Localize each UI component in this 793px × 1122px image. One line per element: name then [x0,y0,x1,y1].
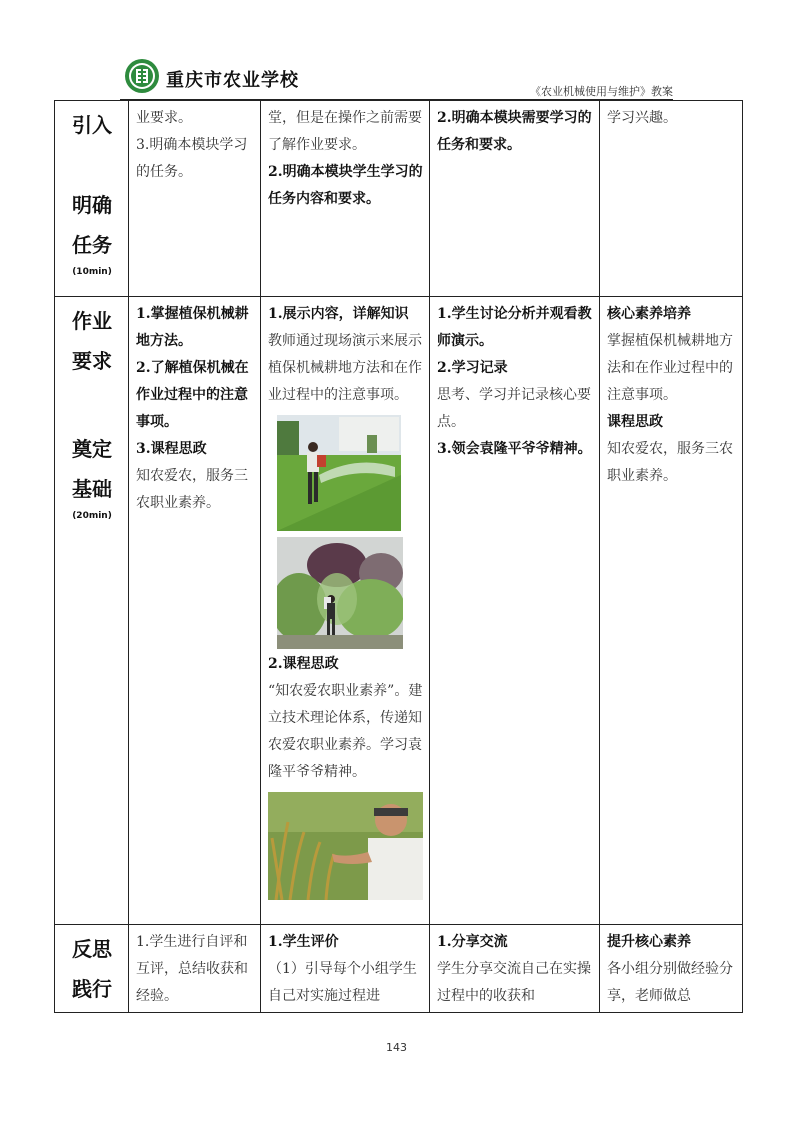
text-line: 1.学生评价 [268,934,339,950]
table-row [55,297,743,925]
table-row [55,101,743,297]
stage-word: 奠定 [72,437,112,461]
text-line: 1.分享交流 [437,934,508,950]
text-line: “知农爱农职业素养”。建立技术理论体系，传递知农爱农职业素养。学习袁隆平爷爷精神。 [268,683,423,780]
stage-word: 引入 [72,113,112,137]
objectives-cell [129,297,261,925]
stage-word: 明确 [72,193,112,217]
text-line: 思考、学习并记录核心要点。 [437,387,591,430]
page-number: 143 [386,1041,407,1054]
stage-word: 基础 [72,477,112,501]
school-name: 重庆市农业学校 [166,70,299,91]
stage-cell [55,101,129,297]
text-line: 1.掌握植保机械耕地方法。 [136,306,249,349]
text-line: 学习兴趣。 [607,110,677,126]
text-line: 提升核心素养 [607,934,691,950]
text-line: （1）引导每个小组学生自己对实施过程进 [268,961,417,1004]
text-line: 核心素养培养 [607,306,691,322]
page-header [120,56,673,100]
sprayer-lawn-photo [277,415,401,531]
teacher-cell [261,925,430,1013]
stage-cell [55,297,129,925]
text-line: 1.学生讨论分析并观看教师演示。 [437,306,592,349]
text-line: 知农爱农，服务三农职业素养。 [607,441,733,484]
intent-cell [600,925,743,1013]
text-line: 3.领会袁隆平爷爷精神。 [437,441,592,457]
stage-word: 践行 [72,977,112,1001]
stage-word: 反思 [72,937,112,961]
text-line: 业要求。 [136,110,192,126]
text-line: 各小组分别做经验分享，老师做总 [607,961,733,1004]
text-line: 堂，但是在操作之前需要了解作业要求。 [268,110,422,153]
school-logo-icon [124,58,160,94]
text-line: 1.展示内容，详解知识 [268,306,409,322]
stage-word: 要求 [72,349,112,373]
student-cell [430,101,600,297]
text-line: 学生分享交流自己在实操过程中的收获和 [437,961,591,1004]
stage-word: 任务 [72,233,112,257]
stage-time: (10min) [72,267,112,277]
text-line: 2.明确本模块学生学习的任务内容和要求。 [268,164,423,207]
text-line: 掌握植保机械耕地方法和在作业过程中的注意事项。 [607,333,733,403]
teacher-cell [261,297,430,925]
intent-cell [600,297,743,925]
text-line: 3.课程思政 [136,441,207,457]
table-row [55,925,743,1013]
text-line: 2.学习记录 [437,360,508,376]
text-line: 2.了解植保机械在作业过程中的注意事项。 [136,360,249,430]
stage-cell [55,925,129,1013]
text-line: 3.明确本模块学习的任务。 [136,137,248,180]
objectives-cell [129,101,261,297]
text-line: 2.课程思政 [268,656,339,672]
student-cell [430,925,600,1013]
text-line: 课程思政 [607,414,663,430]
objectives-cell [129,925,261,1013]
text-line: 教师通过现场演示来展示植保机械耕地方法和在作业过程中的注意事项。 [268,333,422,403]
sprayer-trees-photo [277,537,403,649]
rice-field-portrait-photo [268,792,423,900]
text-line: 2.明确本模块需要学习的任务和要求。 [437,110,592,153]
student-cell [430,297,600,925]
stage-word: 作业 [72,309,112,333]
course-title: 《农业机械使用与维护》教案 [530,85,673,98]
intent-cell [600,101,743,297]
text-line: 1.学生进行自评和互评，总结收获和经验。 [136,934,248,1004]
text-line: 知农爱农，服务三农职业素养。 [136,468,248,511]
teacher-cell [261,101,430,297]
stage-time: (20min) [72,511,112,521]
lesson-plan-table [54,100,743,1013]
